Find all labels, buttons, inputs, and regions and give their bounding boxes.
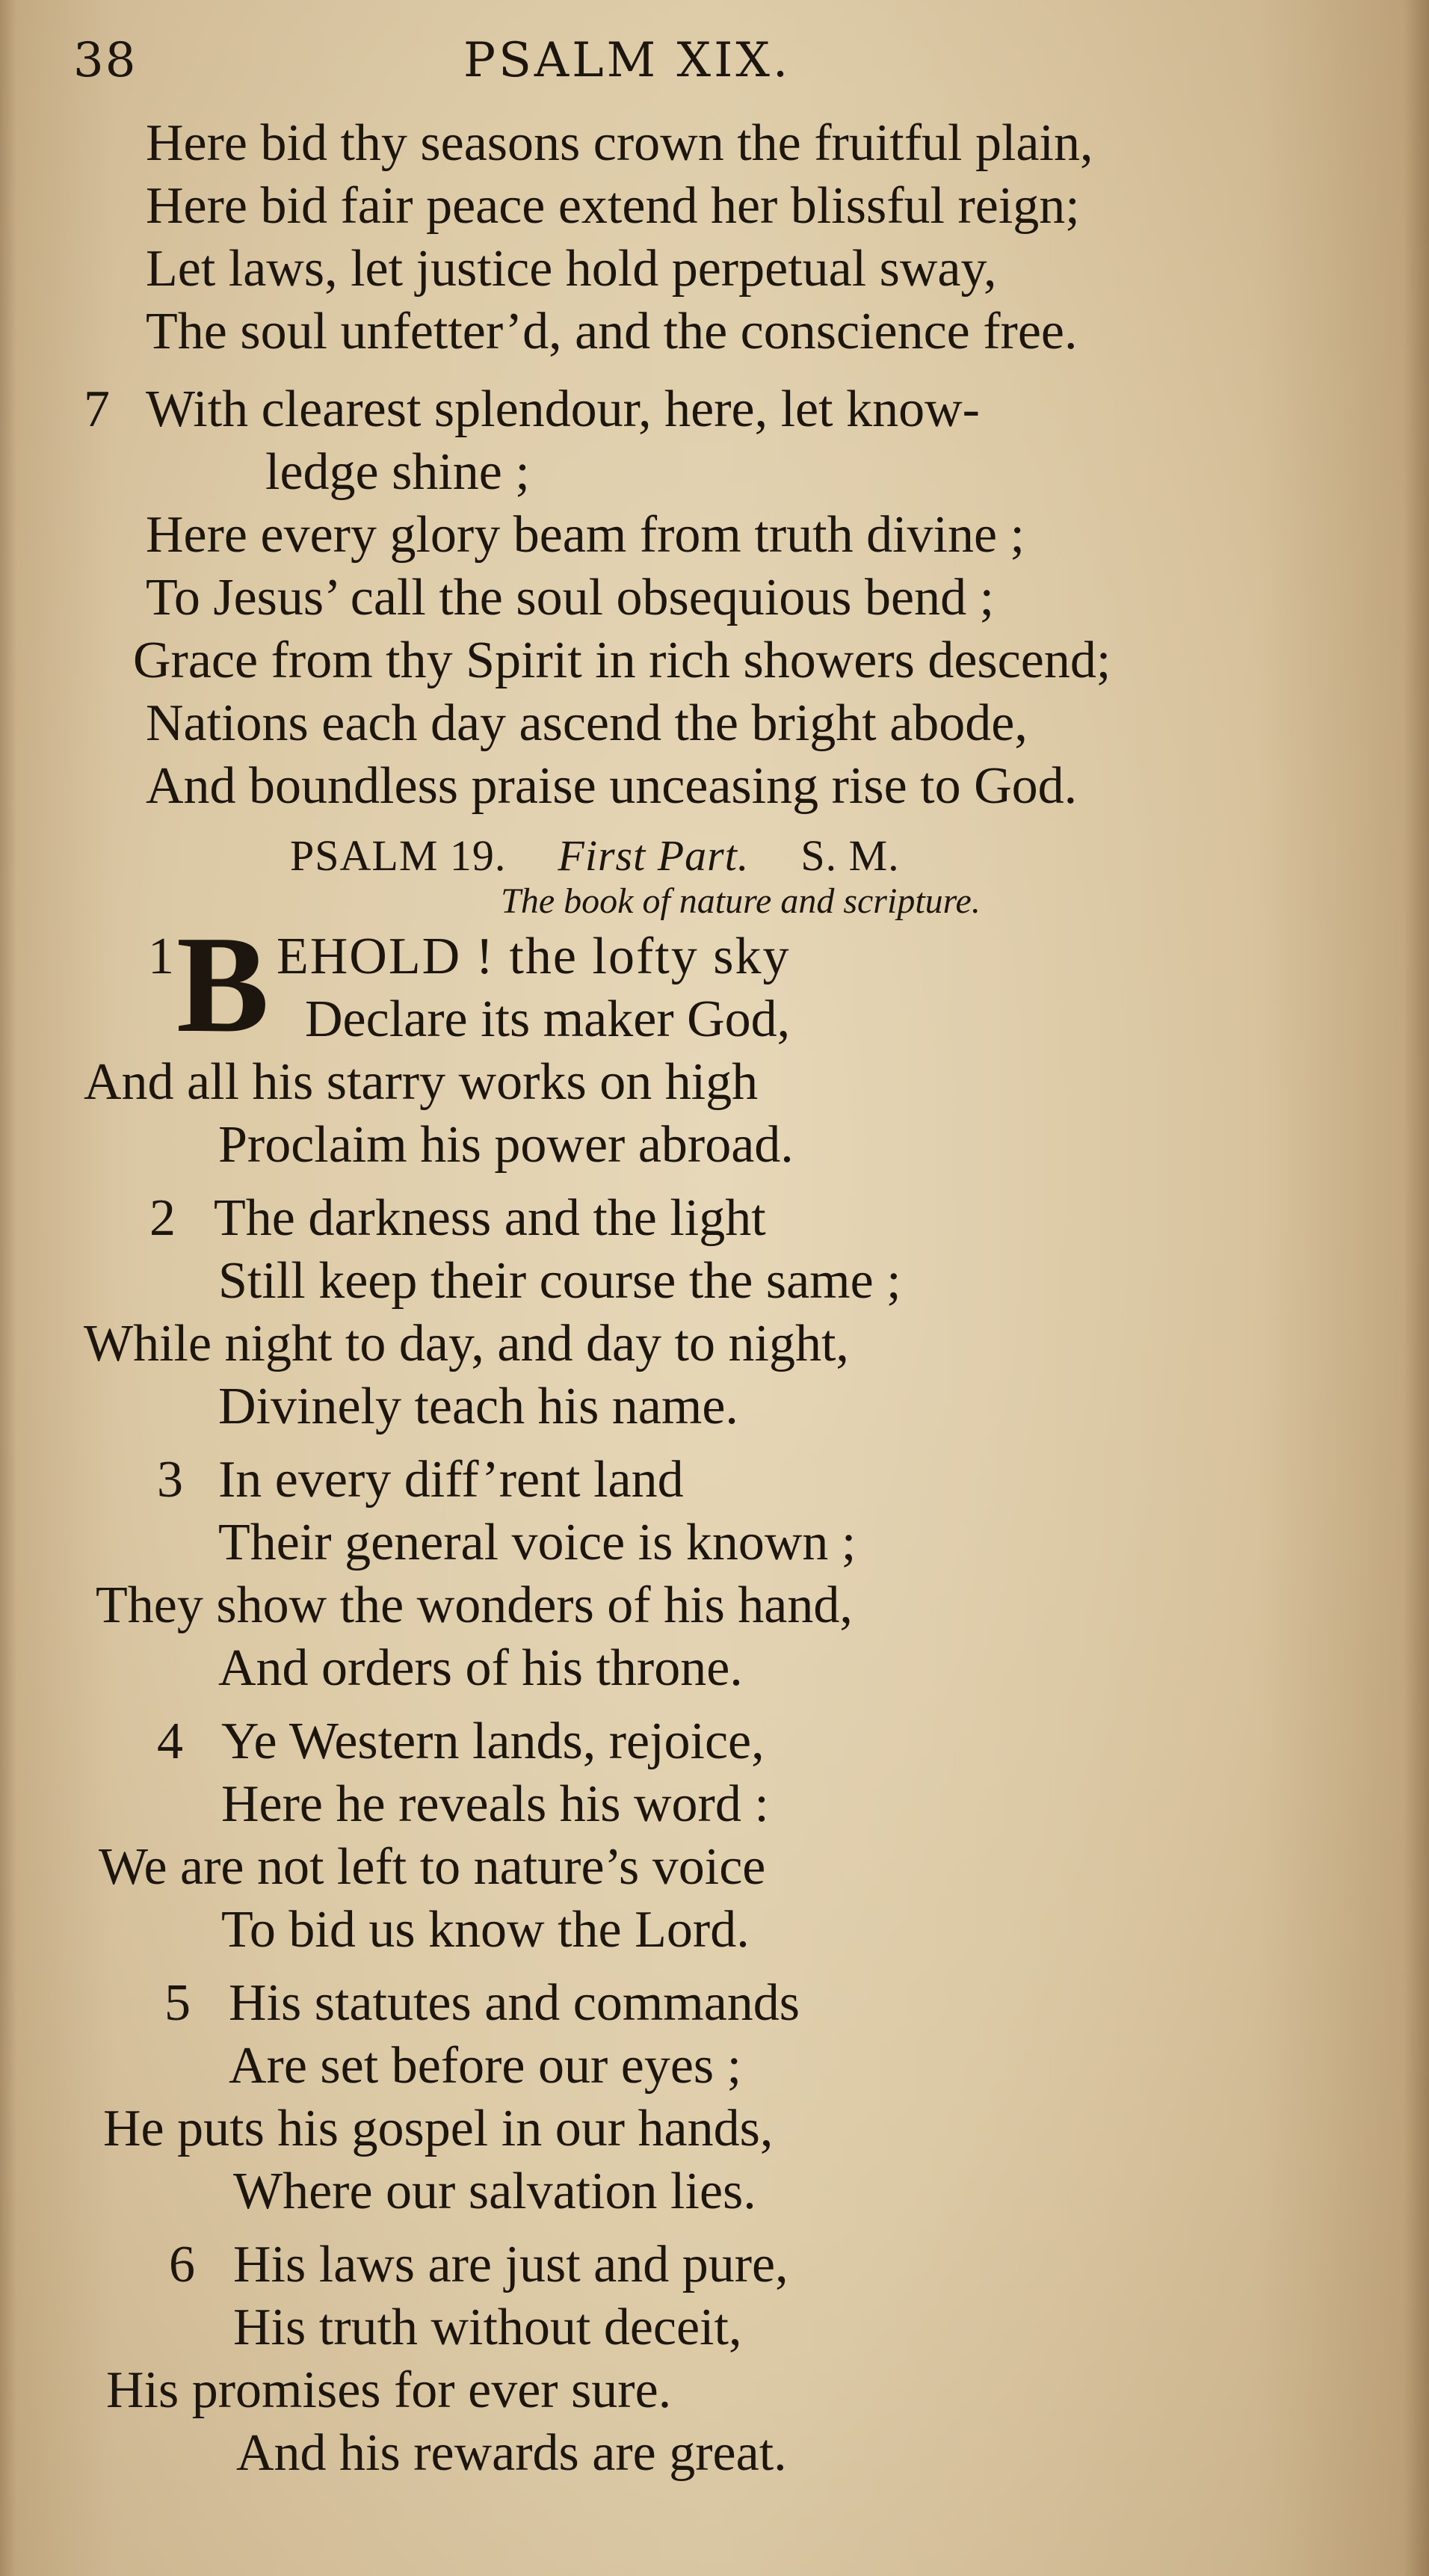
hymn-subtitle: The book of nature and scripture. xyxy=(501,881,981,921)
verse-number: 2 xyxy=(149,1189,176,1247)
verse-line: ledge shine ; xyxy=(265,443,530,501)
verse-line: We are not left to nature’s voice xyxy=(99,1838,766,1896)
verse-line: His truth without deceit, xyxy=(233,2299,742,2356)
page-number: 38 xyxy=(73,33,138,88)
verse-line: In every diff’rent land xyxy=(218,1451,684,1509)
verse-number: 3 xyxy=(157,1451,183,1509)
verse-line: Declare its maker God, xyxy=(305,990,791,1048)
verse-number: 4 xyxy=(157,1713,183,1770)
verse-line: Grace from thy Spirit in rich showers descend; xyxy=(133,632,1111,689)
verse-line: And his rewards are great. xyxy=(236,2424,787,2482)
verse-line: Where our salvation lies. xyxy=(233,2163,756,2220)
hymn-heading xyxy=(290,830,900,882)
verse-line: Ye Western lands, rejoice, xyxy=(221,1713,765,1770)
verse-line: With clearest splendour, here, let know- xyxy=(146,380,980,438)
running-title: PSALM XIX. xyxy=(463,33,791,88)
verse-line: And boundless praise unceasing rise to God. xyxy=(146,757,1078,815)
page-gutter-shadow xyxy=(0,0,16,2576)
heading-meter: S. M. xyxy=(800,831,900,880)
drop-cap: B xyxy=(176,908,270,1061)
continuation-line: Here bid fair peace extend her blissful reign; xyxy=(146,177,1080,235)
verse-line: The darkness and the light xyxy=(214,1189,766,1247)
verse-number: 7 xyxy=(84,380,110,438)
verse-line: They show the wonders of his hand, xyxy=(96,1577,853,1634)
verse-line: And all his starry works on high xyxy=(84,1053,759,1111)
page-edge-shadow xyxy=(1404,0,1429,2576)
verse-number: 5 xyxy=(164,1974,191,2032)
verse-line: Are set before our eyes ; xyxy=(229,2037,742,2095)
heading-part: First Part. xyxy=(558,831,750,880)
verse-line: And orders of his throne. xyxy=(218,1639,743,1697)
verse-line: Divinely teach his name. xyxy=(218,1378,738,1435)
verse-line: To bid us know the Lord. xyxy=(221,1901,750,1959)
verse-number: 6 xyxy=(169,2236,195,2293)
continuation-line: Here bid thy seasons crown the fruitful plain, xyxy=(146,114,1093,172)
verse-line: His statutes and commands xyxy=(229,1974,800,2032)
verse-line: Still keep their course the same ; xyxy=(218,1252,901,1310)
verse-line: Nations each day ascend the bright abode, xyxy=(146,694,1028,752)
verse-line: Here he reveals his word : xyxy=(221,1775,769,1833)
verse-line: While night to day, and day to night, xyxy=(84,1315,849,1372)
verse-line: He puts his gospel in our hands, xyxy=(103,2100,774,2157)
verse-line: Here every glory beam from truth divine ; xyxy=(146,506,1025,564)
verse-line: His promises for ever sure. xyxy=(106,2361,672,2419)
continuation-line: The soul unfetter’d, and the conscience free. xyxy=(146,303,1078,360)
continuation-line: Let laws, let justice hold perpetual sway, xyxy=(146,240,997,298)
heading-psalm: PSALM 19. xyxy=(290,831,507,880)
verse-line: His laws are just and pure, xyxy=(233,2236,788,2293)
verse-line: Proclaim his power abroad. xyxy=(218,1116,794,1174)
verse-number: 1 xyxy=(148,928,174,985)
running-head xyxy=(0,28,1429,96)
verse-line: Their general voice is known ; xyxy=(218,1514,857,1571)
verse-line: EHOLD ! the lofty sky xyxy=(277,928,791,985)
verse-line: To Jesus’ call the soul obsequious bend ; xyxy=(146,569,995,626)
